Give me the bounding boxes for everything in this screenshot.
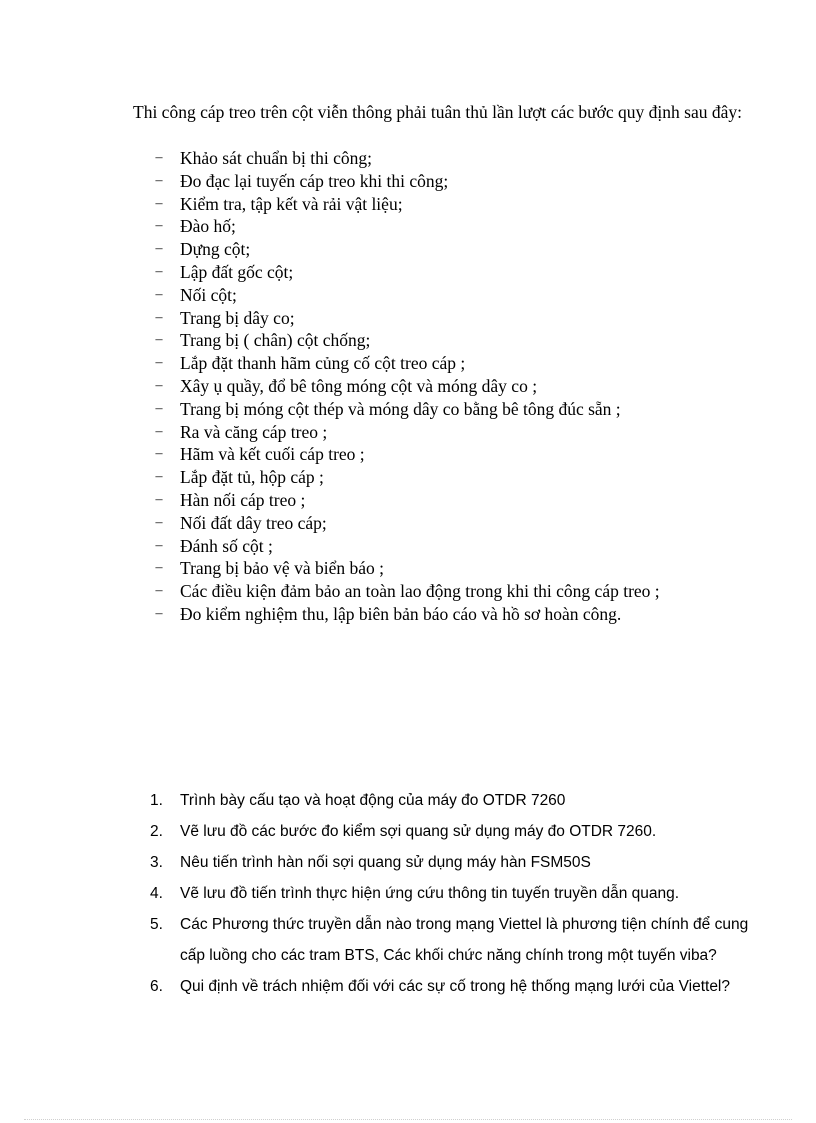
step-item: [152, 284, 752, 307]
step-text: Đo đạc lại tuyến cáp treo khi thi công;: [180, 170, 449, 191]
step-text: Trang bị móng cột thép và móng dây co bằng bê tông đúc sẵn ;: [180, 398, 621, 419]
construction-steps-list: [152, 147, 752, 626]
step-item: [152, 398, 752, 421]
dash-bullet-icon: ‒: [155, 332, 163, 348]
step-text: Lắp đặt thanh hãm củng cố cột treo cáp ;: [180, 353, 466, 374]
question-item: [150, 878, 770, 909]
question-number: 6.: [150, 978, 163, 995]
question-number: 3.: [150, 854, 163, 871]
step-item: [152, 261, 752, 284]
step-text: Đào hố;: [180, 216, 236, 237]
dash-bullet-icon: ‒: [155, 469, 163, 485]
step-text: Đo kiểm nghiệm thu, lập biên bản báo cáo và hồ sơ hoàn công.: [180, 603, 622, 624]
dash-bullet-icon: ‒: [155, 605, 163, 621]
question-number: 2.: [150, 823, 163, 840]
question-text: Các Phương thức truyền dẫn nào trong mạng Viettel là phương tiện chính để cung cấp luồng cho các tram BTS, Các khối chức năng chính trong một tuyến viba?: [180, 916, 749, 964]
dash-bullet-icon: ‒: [155, 560, 163, 576]
step-text: Trang bị dây co;: [180, 307, 295, 328]
question-item: [150, 847, 770, 878]
dash-bullet-icon: ‒: [155, 583, 163, 599]
step-item: [152, 489, 752, 512]
step-item: [152, 307, 752, 330]
intro-paragraph: Thi công cáp treo trên cột viễn thông phải tuân thủ lần lượt các bước quy định sau đây:: [133, 102, 742, 122]
step-text: Xây ụ quầy, đổ bê tông móng cột và móng dây co ;: [180, 375, 538, 396]
step-item: [152, 512, 752, 535]
question-item: [150, 971, 770, 1002]
step-item: [152, 603, 752, 626]
step-text: Lắp đặt tủ, hộp cáp ;: [180, 467, 324, 488]
question-text: Qui định về trách nhiệm đối với các sự cố trong hệ thống mạng lưới của Viettel?: [180, 978, 731, 995]
dash-bullet-icon: ‒: [155, 172, 163, 188]
dash-bullet-icon: ‒: [155, 241, 163, 257]
dash-bullet-icon: ‒: [155, 355, 163, 371]
dash-bullet-icon: ‒: [155, 423, 163, 439]
step-item: [152, 535, 752, 558]
step-item: [152, 580, 752, 603]
step-text: Dựng cột;: [180, 239, 251, 260]
step-text: Trang bị bảo vệ và biển báo ;: [180, 558, 384, 579]
step-text: Trang bị ( chân) cột chống;: [180, 330, 371, 351]
step-text: Lập đất gốc cột;: [180, 261, 294, 282]
question-item: [150, 816, 770, 847]
dash-bullet-icon: ‒: [155, 514, 163, 530]
step-item: [152, 466, 752, 489]
step-item: [152, 215, 752, 238]
dash-bullet-icon: ‒: [155, 195, 163, 211]
step-text: Kiểm tra, tập kết và rải vật liệu;: [180, 193, 403, 214]
step-text: Nối đất dây treo cáp;: [180, 512, 327, 533]
step-item: [152, 557, 752, 580]
dash-bullet-icon: ‒: [155, 286, 163, 302]
question-text: Vẽ lưu đồ tiến trình thực hiện ứng cứu thông tin tuyến truyền dẫn quang.: [180, 885, 680, 902]
dash-bullet-icon: ‒: [155, 218, 163, 234]
dash-bullet-icon: ‒: [155, 309, 163, 325]
question-number: 5.: [150, 916, 163, 933]
dash-bullet-icon: ‒: [155, 150, 163, 165]
step-item: [152, 170, 752, 193]
dash-bullet-icon: ‒: [155, 263, 163, 279]
dash-bullet-icon: ‒: [155, 377, 163, 393]
step-item: [152, 352, 752, 375]
step-text: Hàn nối cáp treo ;: [180, 489, 306, 510]
question-item: [150, 909, 770, 971]
dash-bullet-icon: ‒: [155, 400, 163, 416]
step-text: Khảo sát chuẩn bị thi công;: [180, 148, 372, 168]
step-text: Nối cột;: [180, 284, 237, 305]
step-text: Hãm và kết cuối cáp treo ;: [180, 444, 365, 465]
question-item: [150, 785, 770, 816]
question-text: Trình bày cấu tạo và hoạt động của máy đo OTDR 7260: [180, 792, 566, 809]
questions-list: [150, 785, 770, 1002]
step-text: Đánh số cột ;: [180, 535, 273, 556]
step-item: [152, 193, 752, 216]
question-text: Nêu tiến trình hàn nối sợi quang sử dụng máy hàn FSM50S: [180, 854, 591, 871]
dash-bullet-icon: ‒: [155, 537, 163, 553]
step-item: [152, 329, 752, 352]
page-bottom-rule: [24, 1119, 792, 1120]
question-number: 1.: [150, 792, 163, 809]
step-text: Các điều kiện đảm bảo an toàn lao động trong khi thi công cáp treo ;: [180, 581, 660, 602]
question-text: Vẽ lưu đồ các bước đo kiểm sợi quang sử dụng máy đo OTDR 7260.: [180, 823, 657, 840]
question-number: 4.: [150, 885, 163, 902]
step-item: [152, 443, 752, 466]
step-item: [152, 147, 752, 170]
step-text: Ra và căng cáp treo ;: [180, 421, 328, 442]
dash-bullet-icon: ‒: [155, 446, 163, 462]
step-item: [152, 375, 752, 398]
step-item: [152, 421, 752, 444]
dash-bullet-icon: ‒: [155, 491, 163, 507]
step-item: [152, 238, 752, 261]
